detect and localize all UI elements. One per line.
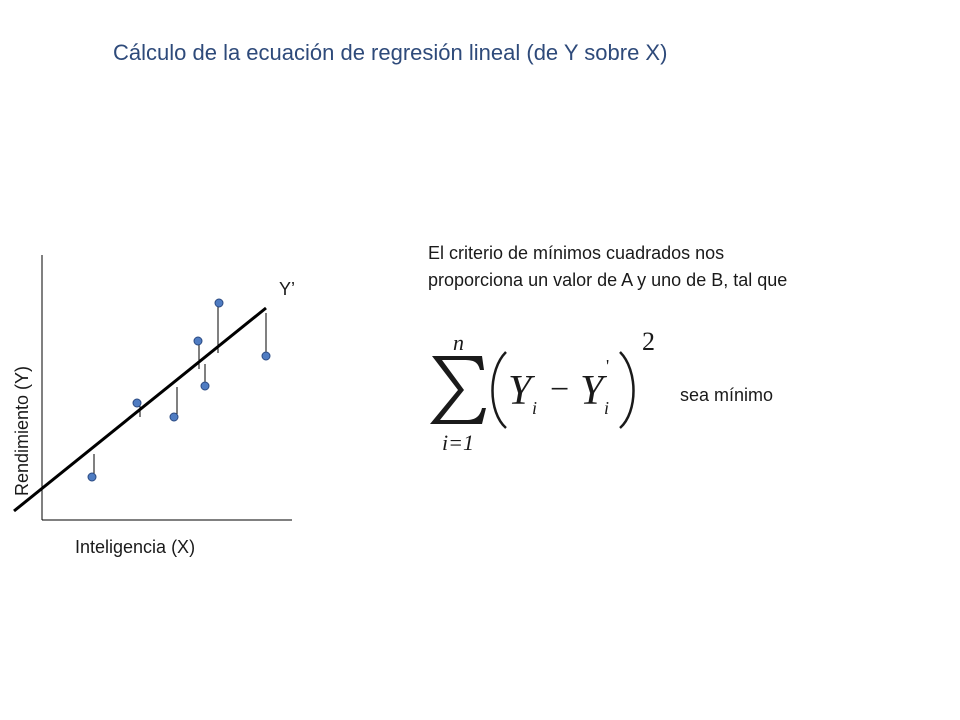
data-point <box>262 352 270 360</box>
term-y-prime-subscript: i <box>604 398 610 418</box>
sum-lower-limit: i=1 <box>442 430 474 455</box>
least-squares-criterion-text <box>428 240 898 294</box>
data-point <box>133 399 141 407</box>
term-y-subscript: i <box>532 398 538 418</box>
slide-title: Cálculo de la ecuación de regresión lineal (de Y sobre X) <box>113 40 668 65</box>
sum-upper-limit: n <box>453 330 464 355</box>
data-point <box>201 382 209 390</box>
regression-scatter-plot <box>0 240 320 580</box>
sea-minimo-text: sea mínimo <box>680 385 774 405</box>
term-y-prime: Y <box>580 368 604 414</box>
data-point <box>215 299 223 307</box>
minus-sign: − <box>550 371 570 408</box>
y-axis-label: Rendimiento (Y) <box>12 365 32 496</box>
term-y-prime-superscript: ' <box>606 356 610 376</box>
data-point <box>170 413 178 421</box>
sigma-icon <box>430 356 486 424</box>
regression-line-label: Y’ <box>279 279 296 299</box>
criterion-line-1: El criterio de mínimos cuadrados nos <box>428 243 725 263</box>
right-parenthesis <box>620 352 634 428</box>
x-axis-label: Inteligencia (X) <box>75 537 196 557</box>
exponent: 2 <box>642 327 655 356</box>
sum-of-squared-residuals-formula <box>420 318 670 458</box>
data-point <box>194 337 202 345</box>
term-y: Y <box>508 368 532 414</box>
criterion-line-2: proporciona un valor de A y uno de B, tal que <box>428 270 788 290</box>
data-point <box>88 473 96 481</box>
left-parenthesis <box>493 352 507 428</box>
